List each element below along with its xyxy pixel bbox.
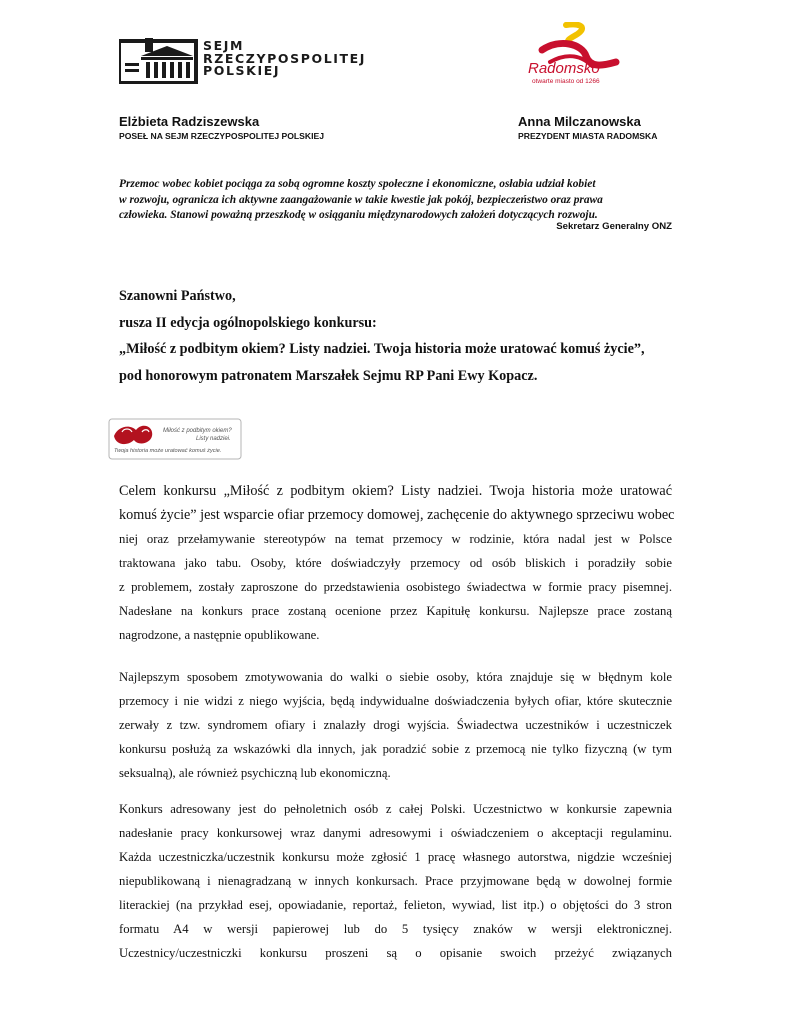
paragraph-line: zerwały z tzw. syndromem ofiary i znalazły drogi wyjścia. Świadectwa uczestników i uczestniczek (119, 718, 672, 732)
sejm-logo-line: SEJM (203, 38, 245, 53)
contest-title: „Miłość z podbitym okiem? Listy nadziei. Twoja historia może uratować komuś życie”, (119, 341, 645, 357)
paragraph-line: Nadesłane na konkurs prace zostaną ocenione przez Kapitułę konkursu. Najlepsze prace zostaną (119, 604, 672, 618)
intro-line: pod honorowym patronatem Marszałek Sejmu RP Pani Ewy Kopacz. (119, 367, 538, 384)
sejm-logo-text (203, 40, 366, 78)
left-signatory-role: POSEŁ NA SEJM RZECZYPOSPOLITEJ POLSKIEJ (119, 131, 325, 141)
paragraph-line: Celem konkursu „Miłość z podbitym okiem? Listy nadziei. Twoja historia może uratować (119, 483, 672, 499)
paragraph-line: Uczestnicy/uczestniczki konkursu proszeni są o opisanie swoich przeżyć związanych (119, 946, 672, 960)
radomsko-logo-name: Radomsko (528, 60, 600, 77)
paragraph-line: Konkurs adresowany jest do pełnoletnich osób z całej Polski. Uczestnictwo w konkursie zapewnia (119, 802, 672, 816)
paragraph-line: Każda uczestniczka/uczestnik konkursu może zgłosić 1 pracę własnego autorstwa, nigdzie wcześniej (119, 850, 672, 864)
radomsko-logo-tagline: otwarte miasto od 1266 (532, 78, 600, 85)
right-signatory-name: Anna Milczanowska (518, 114, 641, 129)
paragraph-line: konkursu posłużą za wskazówki dla innych, jak poradzić sobie z przemocą nie tylko fizyczną (w tym (119, 742, 672, 756)
intro-line: rusza II edycja ogólnopolskiego konkursu: (119, 314, 377, 331)
contest-logo-line: Miłość z podbitym okiem? (163, 428, 232, 434)
salutation: Szanowni Państwo, (119, 288, 236, 304)
quote-author: Sekretarz Generalny ONZ (556, 221, 672, 232)
contest-logo-line: Twoja historia może uratować komuś życie. (114, 448, 222, 454)
paragraph-line: traktowana jako tabu. Osoby, które doświadczyły przemocy od osób bliskich i poradziły sobie (119, 556, 672, 570)
paragraph-3 (119, 797, 672, 965)
quote-line: w rozwoju, ogranicza ich aktywne zaangażowanie w takie kwestie jak pokój, bezpieczeństwo oraz prawa (119, 193, 603, 206)
paragraph-line: nadesłanie pracy konkursowej wraz danymi adresowymi i oświadczeniem o akceptacji regulaminu. (119, 826, 672, 840)
sejm-logo-line: RZECZYPOSPOLITEJ (203, 50, 367, 66)
contest-logo (108, 418, 242, 460)
paragraph-line: nagrodzone, a następnie opublikowane. (119, 628, 320, 642)
paragraph-line: przemocy i nie widzi z niego wyjścia, będą indywidualne doświadczenia byłych ofiar, które skutecznie (119, 694, 672, 708)
paragraph-line: literackiej (na przykład esej, opowiadanie, reportaż, felieton, wywiad, list itp.) o objętości do 3 stron (119, 898, 672, 912)
paragraph-line: seksualną), ale również psychiczną lub ekonomiczną. (119, 766, 391, 780)
paragraph-1 (119, 479, 675, 647)
un-quote (119, 177, 679, 224)
contest-logo-line: Listy nadziei. (196, 436, 231, 442)
quote-line: człowieka. Stanowi poważną przeszkodę w osiąganiu międzynarodowych założeń dotyczących rozwoju. (119, 209, 598, 221)
sejm-logo-line: POLSKIEJ (203, 63, 281, 78)
paragraph-line: Najlepszym sposobem zmotywowania do walki o siebie osoby, która znajduje się w błędnym kole (119, 670, 672, 684)
intro-block (119, 283, 645, 389)
right-signatory-role: PREZYDENT MIASTA RADOMSKA (518, 131, 658, 141)
paragraph-line: niej oraz przełamywanie stereotypów na temat przemocy w rodzinie, która nadal jest w Polsce (119, 532, 672, 546)
paragraph-2 (119, 665, 672, 785)
paragraph-line: komuś życie” jest wsparcie ofiar przemocy domowej, zachęcenie do aktywnego sprzeciwu wobec (119, 507, 675, 523)
paragraph-line: niepublikowaną i nienagradzaną w innych konkursach. Prace przyjmowane będą w dowolnej formie (119, 874, 672, 888)
paragraph-line: z problemem, zostały zaproszone do przedstawienia osobistego świadectwa w formie pracy pisemnej. (119, 580, 672, 594)
paragraph-line: formatu A4 w wersji papierowej lub do 5 tysięcy znaków w wersji elektronicznej. (119, 922, 672, 936)
left-signatory-name: Elżbieta Radziszewska (119, 114, 260, 129)
quote-line: Przemoc wobec kobiet pociąga za sobą ogromne koszty społeczne i ekonomiczne, osłabia udział kobiet (119, 178, 596, 190)
